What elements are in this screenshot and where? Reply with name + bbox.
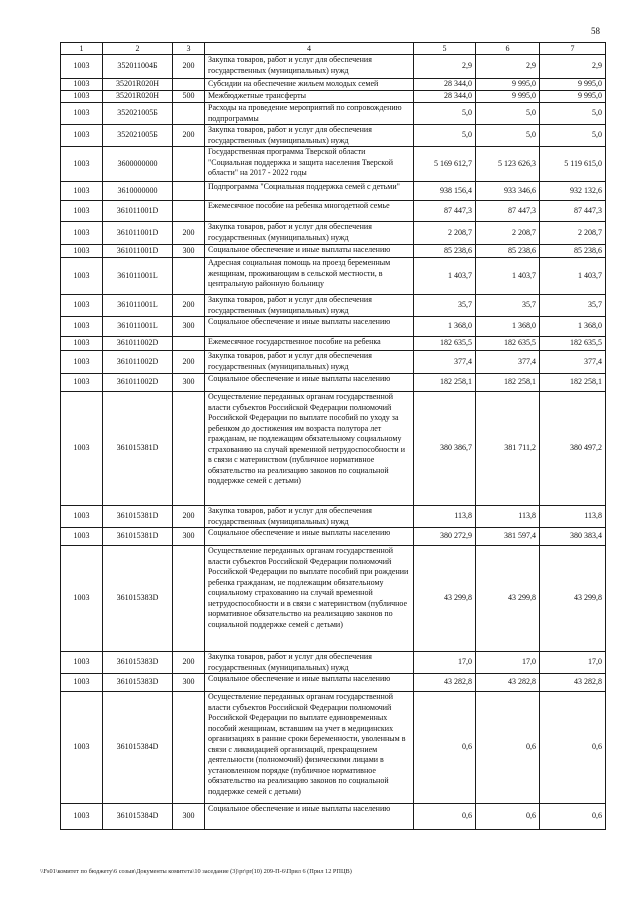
cell-amount: 17,0 [414,652,476,674]
cell-amount: 1 368,0 [476,317,540,337]
cell-expense-type: 200 [173,222,205,245]
cell-amount: 43 299,8 [540,546,606,652]
cell-amount: 0,6 [540,804,606,830]
cell-section: 1003 [61,55,103,79]
cell-section: 1003 [61,201,103,222]
cell-amount: 1 403,7 [540,258,606,295]
table-row [61,258,606,295]
cell-expense-type: 300 [173,804,205,830]
cell-section: 1003 [61,125,103,147]
cell-amount: 87 447,3 [414,201,476,222]
cell-name: Социальное обеспечение и иные выплаты населению [205,374,414,392]
cell-amount: 5 119 615,0 [540,147,606,182]
table-row [61,674,606,692]
cell-name: Осуществление переданных органам государственной власти субъектов Российской Федерации полномочий Российской Федерации по выплате пособий по уходу за ребенком до достижения им возраста полутора лет гражданам, не подлежащим обязательному социальному страхованию на случай временной нетрудоспособности и в связи с материнством (публичное нормативное обязательство на реализацию законов по социальной поддержке семей с детьми) [205,392,414,506]
column-number-header: 5 [414,43,476,55]
table-row [61,222,606,245]
cell-amount: 182 258,1 [540,374,606,392]
cell-name: Подпрограмма "Социальная поддержка семей с детьми" [205,182,414,201]
table-row [61,295,606,317]
cell-target-article: 361011001L [103,258,173,295]
cell-amount: 1 368,0 [540,317,606,337]
cell-section: 1003 [61,351,103,374]
cell-target-article: 352011004Б [103,55,173,79]
cell-section: 1003 [61,692,103,804]
cell-target-article: 361011001D [103,245,173,258]
cell-section: 1003 [61,79,103,91]
cell-section: 1003 [61,674,103,692]
cell-name: Закупка товаров, работ и услуг для обеспечения государственных (муниципальных) нужд [205,55,414,79]
table-row [61,528,606,546]
cell-amount: 182 635,5 [476,337,540,351]
cell-expense-type: 200 [173,295,205,317]
cell-amount: 2 208,7 [540,222,606,245]
cell-section: 1003 [61,147,103,182]
table-row [61,125,606,147]
cell-amount: 9 995,0 [476,91,540,103]
cell-amount: 5,0 [540,103,606,125]
cell-target-article: 3610000000 [103,182,173,201]
cell-expense-type: 200 [173,351,205,374]
cell-amount: 182 635,5 [540,337,606,351]
cell-amount: 5 123 626,3 [476,147,540,182]
cell-amount: 2,9 [476,55,540,79]
cell-target-article: 361015383D [103,652,173,674]
cell-target-article: 361015383D [103,546,173,652]
cell-name: Закупка товаров, работ и услуг для обеспечения государственных (муниципальных) нужд [205,652,414,674]
cell-amount: 87 447,3 [540,201,606,222]
cell-amount: 380 497,2 [540,392,606,506]
cell-amount: 0,6 [476,804,540,830]
cell-amount: 2,9 [540,55,606,79]
cell-amount: 17,0 [476,652,540,674]
cell-expense-type [173,337,205,351]
page-number: 58 [591,26,600,36]
cell-amount: 938 156,4 [414,182,476,201]
cell-expense-type: 200 [173,652,205,674]
cell-section: 1003 [61,528,103,546]
cell-name: Межбюджетные трансферты [205,91,414,103]
table-row [61,103,606,125]
cell-expense-type: 500 [173,91,205,103]
table-row [61,692,606,804]
cell-expense-type [173,147,205,182]
cell-amount: 28 344,0 [414,79,476,91]
cell-expense-type: 300 [173,374,205,392]
cell-amount: 5,0 [476,103,540,125]
cell-amount: 9 995,0 [540,91,606,103]
cell-target-article: 361011002D [103,374,173,392]
cell-target-article: 361011002D [103,337,173,351]
column-number-header: 6 [476,43,540,55]
cell-expense-type [173,546,205,652]
cell-section: 1003 [61,222,103,245]
cell-name: Осуществление переданных органам государственной власти субъектов Российской Федерации полномочий Российской Федерации по выплате пособий при рождении ребенка гражданам, не подлежащим обязательному социальному страхованию на случай временной нетрудоспособности и в связи с материнством (публичное нормативное обязательство на реализацию законов по социальной поддержке семей с детьми) [205,546,414,652]
cell-name: Закупка товаров, работ и услуг для обеспечения государственных (муниципальных) нужд [205,351,414,374]
cell-target-article: 361011001D [103,222,173,245]
cell-amount: 381 597,4 [476,528,540,546]
table-body [61,55,606,830]
cell-target-article: 361011001L [103,295,173,317]
cell-amount: 380 386,7 [414,392,476,506]
cell-target-article: 361015381D [103,506,173,528]
cell-name: Субсидии на обеспечение жильем молодых семей [205,79,414,91]
cell-section: 1003 [61,245,103,258]
cell-amount: 2,9 [414,55,476,79]
cell-amount: 43 282,8 [414,674,476,692]
cell-amount: 113,8 [540,506,606,528]
cell-target-article: 352021005Б [103,125,173,147]
cell-amount: 5,0 [414,103,476,125]
cell-name: Закупка товаров, работ и услуг для обеспечения государственных (муниципальных) нужд [205,295,414,317]
cell-amount: 43 299,8 [476,546,540,652]
cell-section: 1003 [61,295,103,317]
cell-amount: 1 403,7 [476,258,540,295]
cell-amount: 0,6 [540,692,606,804]
column-number-header: 3 [173,43,205,55]
cell-expense-type [173,201,205,222]
cell-name: Ежемесячное пособие на ребенка многодетной семье [205,201,414,222]
cell-amount: 0,6 [476,692,540,804]
cell-name: Социальное обеспечение и иные выплаты населению [205,245,414,258]
cell-name: Адресная социальная помощь на проезд беременным женщинам, проживающим в сельской местности, в центральную районную больницу [205,258,414,295]
column-number-header: 2 [103,43,173,55]
cell-expense-type: 300 [173,674,205,692]
cell-expense-type [173,692,205,804]
cell-amount: 9 995,0 [540,79,606,91]
cell-amount: 85 238,6 [540,245,606,258]
cell-amount: 933 346,6 [476,182,540,201]
cell-amount: 377,4 [540,351,606,374]
cell-section: 1003 [61,804,103,830]
table-row [61,374,606,392]
cell-name: Социальное обеспечение и иные выплаты населению [205,674,414,692]
table-row [61,804,606,830]
cell-expense-type [173,258,205,295]
table-row [61,245,606,258]
cell-name: Социальное обеспечение и иные выплаты населению [205,317,414,337]
cell-amount: 0,6 [414,692,476,804]
cell-amount: 35,7 [540,295,606,317]
cell-name: Социальное обеспечение и иные выплаты населению [205,804,414,830]
cell-amount: 2 208,7 [476,222,540,245]
cell-amount: 17,0 [540,652,606,674]
table-row [61,55,606,79]
cell-expense-type: 200 [173,125,205,147]
cell-target-article: 3600000000 [103,147,173,182]
budget-table [60,42,606,830]
cell-target-article: 361015383D [103,674,173,692]
cell-section: 1003 [61,103,103,125]
cell-name: Закупка товаров, работ и услуг для обеспечения государственных (муниципальных) нужд [205,506,414,528]
cell-name: Осуществление переданных органам государственной власти субъектов Российской Федерации полномочий Российской Федерации по выплате единовременных пособий женщинам, вставшим на учет в медицинских организациях в ранние сроки беременности, уволенным в связи с ликвидацией организаций, прекращением деятельности (полномочий) физическими лицами в установленном порядке (публичное нормативное обязательство на реализацию законов по социальной поддержке семей с детьми) [205,692,414,804]
cell-amount: 5,0 [540,125,606,147]
table-row [61,147,606,182]
table-row [61,652,606,674]
cell-amount: 85 238,6 [414,245,476,258]
cell-expense-type: 300 [173,528,205,546]
cell-amount: 380 272,9 [414,528,476,546]
cell-expense-type: 200 [173,506,205,528]
cell-target-article: 352021005Б [103,103,173,125]
cell-amount: 85 238,6 [476,245,540,258]
column-number-header: 4 [205,43,414,55]
cell-expense-type: 300 [173,245,205,258]
cell-amount: 43 282,8 [540,674,606,692]
header-row [61,43,606,55]
table-row [61,392,606,506]
cell-section: 1003 [61,392,103,506]
cell-amount: 43 299,8 [414,546,476,652]
cell-target-article: 361015384D [103,804,173,830]
cell-amount: 182 258,1 [414,374,476,392]
cell-expense-type: 200 [173,55,205,79]
cell-amount: 932 132,6 [540,182,606,201]
cell-expense-type [173,392,205,506]
cell-amount: 5,0 [476,125,540,147]
table-row [61,317,606,337]
cell-target-article: 361011002D [103,351,173,374]
cell-amount: 113,8 [476,506,540,528]
cell-expense-type [173,103,205,125]
cell-amount: 113,8 [414,506,476,528]
table-row [61,91,606,103]
column-number-header: 7 [540,43,606,55]
cell-amount: 35,7 [414,295,476,317]
cell-section: 1003 [61,182,103,201]
cell-section: 1003 [61,337,103,351]
table-header [61,43,606,55]
cell-expense-type [173,79,205,91]
table-row [61,546,606,652]
cell-amount: 43 282,8 [476,674,540,692]
cell-name: Государственная программа Тверской области "Социальная поддержка и защита населения Тверской области" на 2017 - 2022 годы [205,147,414,182]
column-number-header: 1 [61,43,103,55]
table-row [61,182,606,201]
cell-amount: 380 383,4 [540,528,606,546]
cell-name: Закупка товаров, работ и услуг для обеспечения государственных (муниципальных) нужд [205,222,414,245]
cell-amount: 2 208,7 [414,222,476,245]
cell-section: 1003 [61,546,103,652]
cell-section: 1003 [61,374,103,392]
table-row [61,201,606,222]
cell-target-article: 35201R020Н [103,91,173,103]
cell-section: 1003 [61,317,103,337]
cell-name: Ежемесячное государственное пособие на ребенка [205,337,414,351]
cell-amount: 377,4 [476,351,540,374]
cell-target-article: 361015381D [103,528,173,546]
cell-section: 1003 [61,652,103,674]
cell-amount: 87 447,3 [476,201,540,222]
cell-amount: 182 635,5 [414,337,476,351]
cell-section: 1003 [61,506,103,528]
footer-file-path: \\Fs01\комитет по бюджету\6 созыв\Документы комитета\10 заседание (3)\pr\pr(10) 209-П-6\Прил 6 (Прил 12 РПЦВ) [40,868,352,875]
cell-section: 1003 [61,91,103,103]
cell-amount: 5 169 612,7 [414,147,476,182]
cell-amount: 381 711,2 [476,392,540,506]
cell-target-article: 361015381D [103,392,173,506]
cell-name: Расходы на проведение мероприятий по сопровождению подпрограммы [205,103,414,125]
cell-amount: 28 344,0 [414,91,476,103]
cell-amount: 1 403,7 [414,258,476,295]
table-row [61,79,606,91]
table-row [61,337,606,351]
cell-amount: 182 258,1 [476,374,540,392]
cell-amount: 35,7 [476,295,540,317]
cell-name: Социальное обеспечение и иные выплаты населению [205,528,414,546]
cell-expense-type: 300 [173,317,205,337]
cell-target-article: 361015384D [103,692,173,804]
cell-target-article: 361011001L [103,317,173,337]
cell-target-article: 361011001D [103,201,173,222]
cell-target-article: 35201R020Н [103,79,173,91]
cell-amount: 377,4 [414,351,476,374]
table-row [61,351,606,374]
cell-amount: 5,0 [414,125,476,147]
cell-expense-type [173,182,205,201]
cell-amount: 0,6 [414,804,476,830]
cell-amount: 9 995,0 [476,79,540,91]
table-row [61,506,606,528]
cell-name: Закупка товаров, работ и услуг для обеспечения государственных (муниципальных) нужд [205,125,414,147]
cell-amount: 1 368,0 [414,317,476,337]
cell-section: 1003 [61,258,103,295]
